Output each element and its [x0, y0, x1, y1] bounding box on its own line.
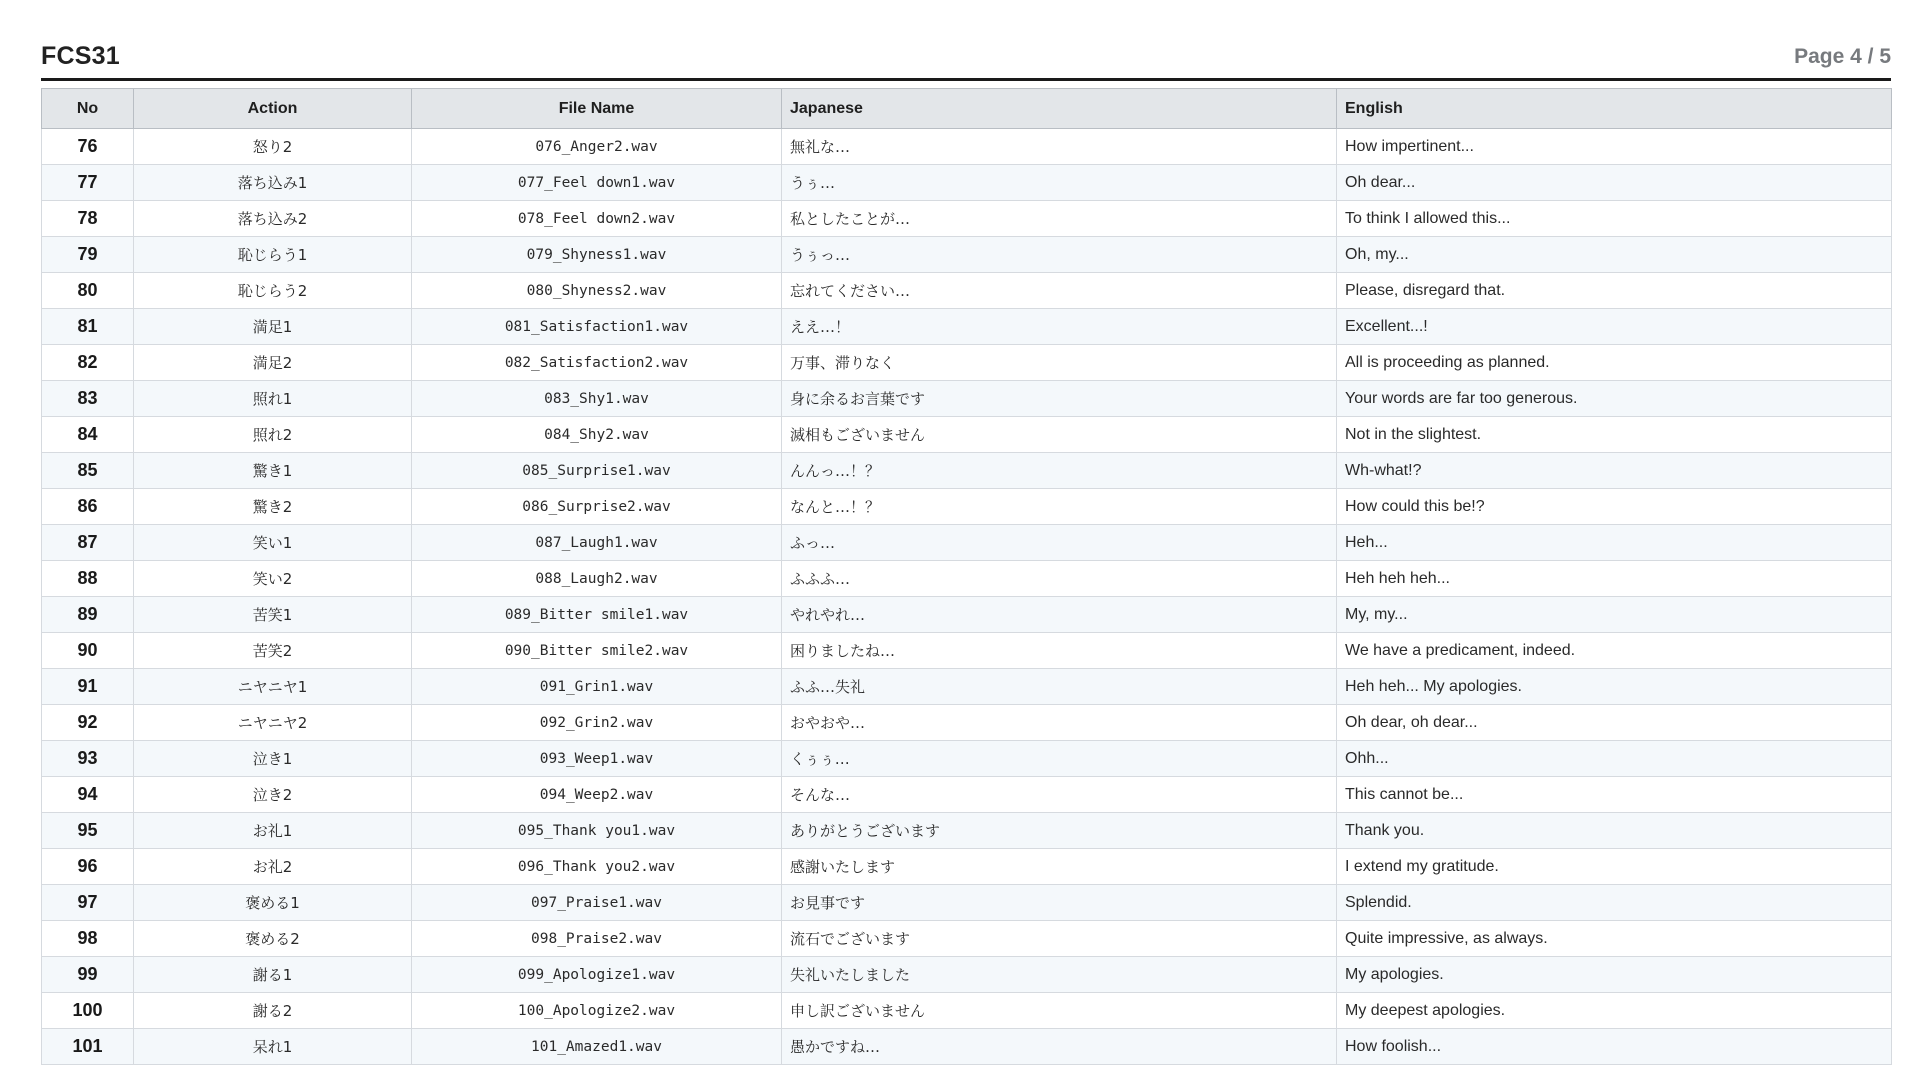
row-japanese: 身に余るお言葉です — [782, 381, 1337, 417]
row-english: This cannot be... — [1337, 777, 1892, 813]
row-english: How foolish... — [1337, 1029, 1892, 1065]
row-english: I extend my gratitude. — [1337, 849, 1892, 885]
row-file-name: 083_Shy1.wav — [412, 381, 782, 417]
table-row — [42, 129, 1892, 165]
row-action: 褒める1 — [134, 885, 412, 921]
table-row — [42, 633, 1892, 669]
row-file-name: 091_Grin1.wav — [412, 669, 782, 705]
row-english: To think I allowed this... — [1337, 201, 1892, 237]
row-japanese: ええ…！ — [782, 309, 1337, 345]
table-row — [42, 345, 1892, 381]
table-header-row — [42, 89, 1892, 129]
row-number: 80 — [42, 273, 134, 309]
row-english: Heh heh heh... — [1337, 561, 1892, 597]
row-japanese: ふふふ… — [782, 561, 1337, 597]
row-file-name: 093_Weep1.wav — [412, 741, 782, 777]
table-row — [42, 705, 1892, 741]
row-japanese: 私としたことが… — [782, 201, 1337, 237]
column-header-file-name: File Name — [412, 89, 782, 129]
row-number: 87 — [42, 525, 134, 561]
row-japanese: うぅ… — [782, 165, 1337, 201]
row-english: Not in the slightest. — [1337, 417, 1892, 453]
row-file-name: 079_Shyness1.wav — [412, 237, 782, 273]
row-english: Your words are far too generous. — [1337, 381, 1892, 417]
row-japanese: そんな… — [782, 777, 1337, 813]
row-file-name: 084_Shy2.wav — [412, 417, 782, 453]
row-japanese: 困りましたね… — [782, 633, 1337, 669]
row-english: My deepest apologies. — [1337, 993, 1892, 1029]
row-action: 驚き2 — [134, 489, 412, 525]
table-row — [42, 273, 1892, 309]
table-row — [42, 165, 1892, 201]
page-indicator: Page 4 / 5 — [1794, 45, 1891, 68]
row-number: 88 — [42, 561, 134, 597]
row-japanese: うぅっ… — [782, 237, 1337, 273]
row-japanese: くぅぅ… — [782, 741, 1337, 777]
row-action: 満足1 — [134, 309, 412, 345]
row-file-name: 094_Weep2.wav — [412, 777, 782, 813]
table-row — [42, 813, 1892, 849]
row-number: 83 — [42, 381, 134, 417]
row-action: 恥じらう1 — [134, 237, 412, 273]
row-file-name: 090_Bitter smile2.wav — [412, 633, 782, 669]
row-action: ニヤニヤ2 — [134, 705, 412, 741]
table-row — [42, 489, 1892, 525]
row-english: Please, disregard that. — [1337, 273, 1892, 309]
row-number: 79 — [42, 237, 134, 273]
row-number: 78 — [42, 201, 134, 237]
row-number: 98 — [42, 921, 134, 957]
row-file-name: 080_Shyness2.wav — [412, 273, 782, 309]
row-action: お礼2 — [134, 849, 412, 885]
page-header — [41, 38, 1891, 81]
document-title: FCS31 — [41, 42, 120, 70]
row-action: 苦笑1 — [134, 597, 412, 633]
row-number: 93 — [42, 741, 134, 777]
row-english: Oh dear, oh dear... — [1337, 705, 1892, 741]
row-file-name: 078_Feel down2.wav — [412, 201, 782, 237]
row-file-name: 086_Surprise2.wav — [412, 489, 782, 525]
row-action: お礼1 — [134, 813, 412, 849]
column-header-english: English — [1337, 89, 1892, 129]
row-japanese: ありがとうございます — [782, 813, 1337, 849]
row-file-name: 101_Amazed1.wav — [412, 1029, 782, 1065]
row-action: 照れ1 — [134, 381, 412, 417]
row-english: Oh, my... — [1337, 237, 1892, 273]
column-header-action: Action — [134, 89, 412, 129]
row-english: Thank you. — [1337, 813, 1892, 849]
table-row — [42, 1029, 1892, 1065]
row-english: How impertinent... — [1337, 129, 1892, 165]
row-number: 97 — [42, 885, 134, 921]
row-japanese: 流石でございます — [782, 921, 1337, 957]
row-number: 99 — [42, 957, 134, 993]
row-japanese: 万事、滞りなく — [782, 345, 1337, 381]
table-row — [42, 417, 1892, 453]
row-japanese: んんっ…！？ — [782, 453, 1337, 489]
table-row — [42, 741, 1892, 777]
row-action: 苦笑2 — [134, 633, 412, 669]
row-number: 86 — [42, 489, 134, 525]
row-number: 91 — [42, 669, 134, 705]
row-english: My apologies. — [1337, 957, 1892, 993]
row-number: 96 — [42, 849, 134, 885]
row-action: 泣き2 — [134, 777, 412, 813]
row-english: Excellent...! — [1337, 309, 1892, 345]
row-english: Wh-what!? — [1337, 453, 1892, 489]
row-action: 落ち込み1 — [134, 165, 412, 201]
row-english: Heh... — [1337, 525, 1892, 561]
row-number: 89 — [42, 597, 134, 633]
row-number: 76 — [42, 129, 134, 165]
table-row — [42, 885, 1892, 921]
row-number: 90 — [42, 633, 134, 669]
table-row — [42, 993, 1892, 1029]
row-file-name: 089_Bitter smile1.wav — [412, 597, 782, 633]
row-action: 満足2 — [134, 345, 412, 381]
row-english: Heh heh... My apologies. — [1337, 669, 1892, 705]
row-file-name: 097_Praise1.wav — [412, 885, 782, 921]
table-row — [42, 669, 1892, 705]
table-row — [42, 561, 1892, 597]
row-file-name: 098_Praise2.wav — [412, 921, 782, 957]
row-action: 笑い2 — [134, 561, 412, 597]
row-action: 驚き1 — [134, 453, 412, 489]
column-header-no: No — [42, 89, 134, 129]
row-number: 92 — [42, 705, 134, 741]
row-japanese: ふふ…失礼 — [782, 669, 1337, 705]
row-number: 94 — [42, 777, 134, 813]
row-japanese: お見事です — [782, 885, 1337, 921]
row-file-name: 082_Satisfaction2.wav — [412, 345, 782, 381]
row-file-name: 087_Laugh1.wav — [412, 525, 782, 561]
row-number: 95 — [42, 813, 134, 849]
row-file-name: 081_Satisfaction1.wav — [412, 309, 782, 345]
row-english: We have a predicament, indeed. — [1337, 633, 1892, 669]
table-row — [42, 921, 1892, 957]
row-action: 呆れ1 — [134, 1029, 412, 1065]
row-english: My, my... — [1337, 597, 1892, 633]
row-file-name: 077_Feel down1.wav — [412, 165, 782, 201]
table-row — [42, 381, 1892, 417]
row-action: 笑い1 — [134, 525, 412, 561]
row-japanese: 無礼な… — [782, 129, 1337, 165]
table-row — [42, 453, 1892, 489]
row-file-name: 100_Apologize2.wav — [412, 993, 782, 1029]
table-row — [42, 525, 1892, 561]
table-row — [42, 957, 1892, 993]
table-row — [42, 237, 1892, 273]
row-action: 謝る1 — [134, 957, 412, 993]
row-japanese: 感謝いたします — [782, 849, 1337, 885]
row-japanese: 愚かですね… — [782, 1029, 1337, 1065]
table-row — [42, 777, 1892, 813]
row-file-name: 095_Thank you1.wav — [412, 813, 782, 849]
row-number: 84 — [42, 417, 134, 453]
row-english: Ohh... — [1337, 741, 1892, 777]
row-number: 82 — [42, 345, 134, 381]
row-number: 101 — [42, 1029, 134, 1065]
row-file-name: 099_Apologize1.wav — [412, 957, 782, 993]
row-japanese: 滅相もございません — [782, 417, 1337, 453]
table-row — [42, 309, 1892, 345]
table-row — [42, 201, 1892, 237]
table-row — [42, 849, 1892, 885]
row-action: 照れ2 — [134, 417, 412, 453]
table-row — [42, 597, 1892, 633]
column-header-japanese: Japanese — [782, 89, 1337, 129]
row-number: 77 — [42, 165, 134, 201]
row-action: 怒り2 — [134, 129, 412, 165]
row-english: Quite impressive, as always. — [1337, 921, 1892, 957]
row-japanese: なんと…！？ — [782, 489, 1337, 525]
row-japanese: 申し訳ございません — [782, 993, 1337, 1029]
row-action: 謝る2 — [134, 993, 412, 1029]
row-action: 恥じらう2 — [134, 273, 412, 309]
row-japanese: おやおや… — [782, 705, 1337, 741]
row-japanese: やれやれ… — [782, 597, 1337, 633]
row-english: Oh dear... — [1337, 165, 1892, 201]
voice-line-table — [41, 88, 1892, 1065]
row-action: 泣き1 — [134, 741, 412, 777]
row-number: 81 — [42, 309, 134, 345]
row-action: ニヤニヤ1 — [134, 669, 412, 705]
table-body — [42, 129, 1892, 1065]
row-file-name: 096_Thank you2.wav — [412, 849, 782, 885]
row-action: 落ち込み2 — [134, 201, 412, 237]
row-number: 100 — [42, 993, 134, 1029]
row-english: All is proceeding as planned. — [1337, 345, 1892, 381]
row-english: How could this be!? — [1337, 489, 1892, 525]
row-japanese: 忘れてください… — [782, 273, 1337, 309]
row-file-name: 092_Grin2.wav — [412, 705, 782, 741]
row-file-name: 088_Laugh2.wav — [412, 561, 782, 597]
row-japanese: ふっ… — [782, 525, 1337, 561]
row-action: 褒める2 — [134, 921, 412, 957]
row-english: Splendid. — [1337, 885, 1892, 921]
row-file-name: 085_Surprise1.wav — [412, 453, 782, 489]
table-header — [42, 89, 1892, 129]
row-file-name: 076_Anger2.wav — [412, 129, 782, 165]
row-number: 85 — [42, 453, 134, 489]
row-japanese: 失礼いたしました — [782, 957, 1337, 993]
